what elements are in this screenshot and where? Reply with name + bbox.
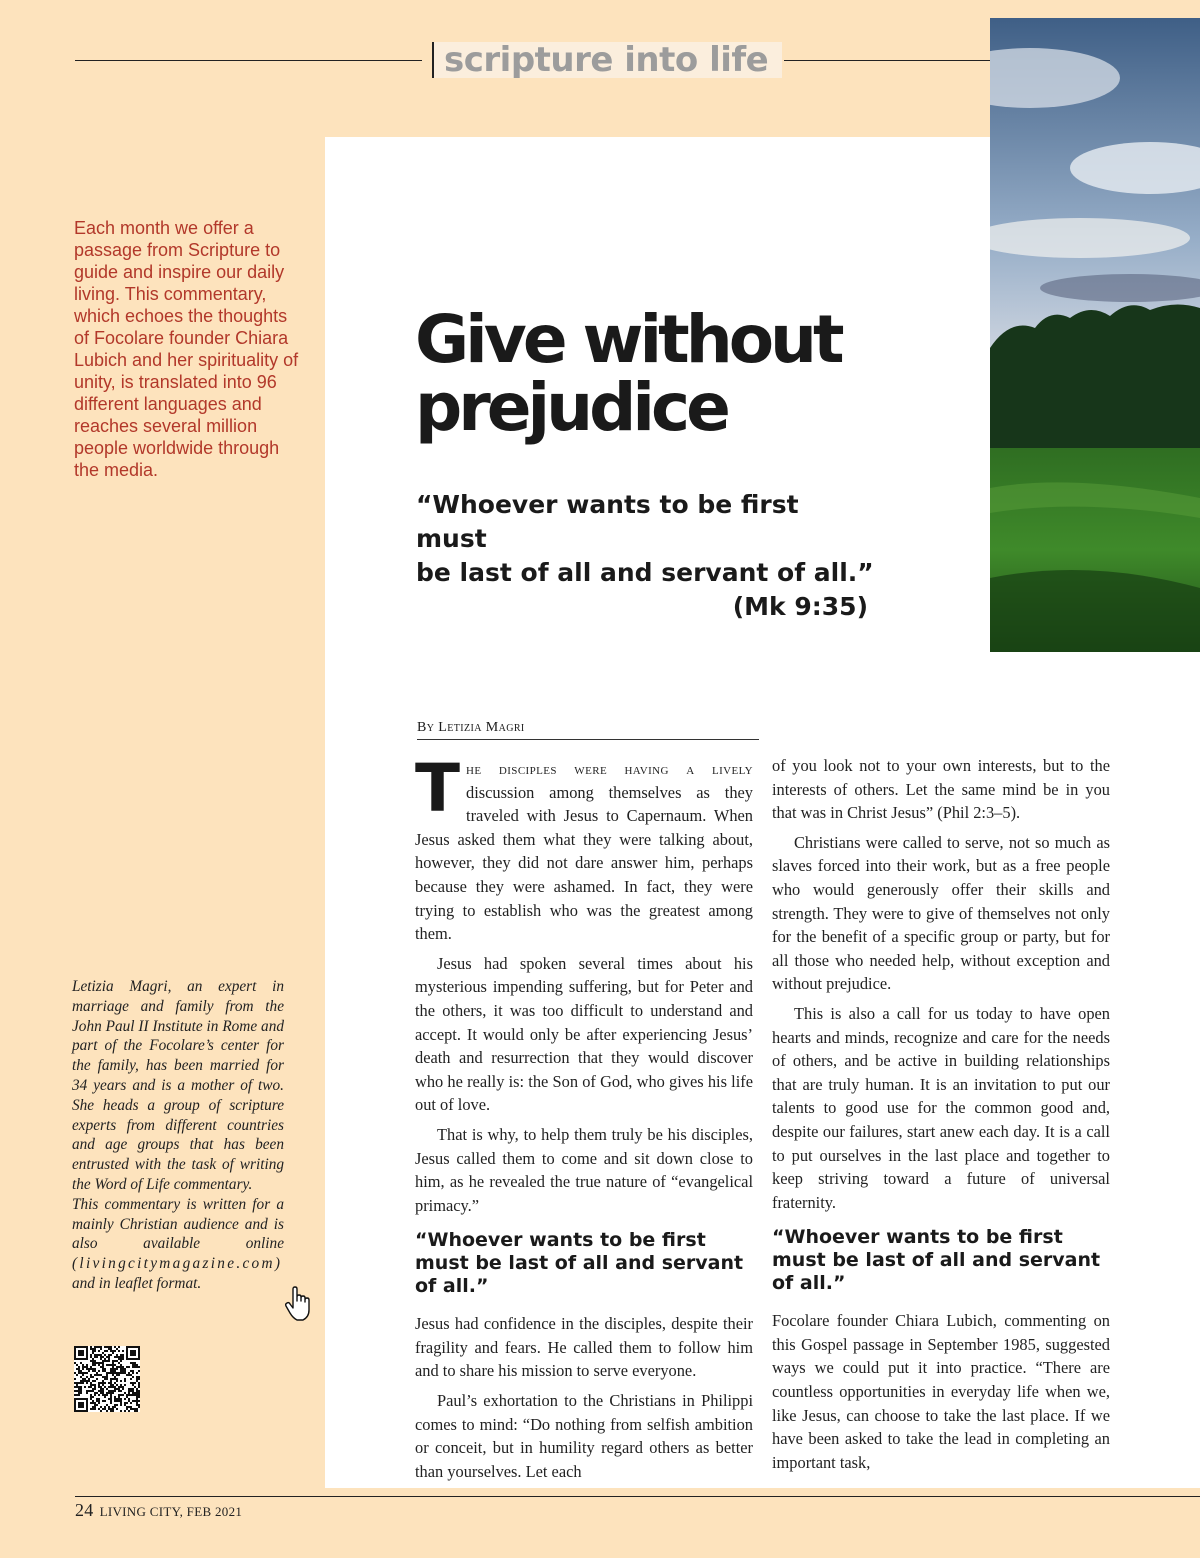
landscape-photo	[990, 18, 1200, 652]
page-number: 24	[75, 1500, 94, 1520]
intro-text: Each month we offer a passage from Scripture to guide and inspire our daily living. This commentary, which echoes the thoughts of Focolare founder Chiara Lubich and her spirituality of unity, is translated into 96 different languages and reaches several million people worldwide through the media.	[74, 218, 299, 480]
bio-paragraph-2	[72, 1195, 284, 1294]
article-column-1	[415, 750, 753, 1489]
article-paragraph	[415, 750, 753, 946]
header-rule-right	[784, 60, 990, 61]
section-title: scripture into life	[432, 42, 782, 78]
scripture-quote	[416, 488, 876, 624]
header-rule-left	[75, 60, 422, 61]
article-paragraph: of you look not to your own interests, but to the interests of others. Let the same mind be in you that was in Christ Jesus” (Phil 2:3–5).	[772, 756, 1110, 823]
headline-line-1: Give without	[415, 301, 841, 378]
article-paragraph: This is also a call for us today to have open hearts and minds, recognize and care for the needs of others, and be active in building relationships that are truly human. It is an invitation to put our talents to good use for the common good and, despite our failures, start anew each day. It is a call to put ourselves in the last place and together to keep striving toward a future of universal fraternity.	[772, 1003, 1110, 1212]
headline	[415, 301, 955, 446]
quote-line-2: be last of all and servant of all.”	[416, 558, 874, 587]
byline-author: Letizia Magri	[438, 720, 525, 735]
footer-rule	[75, 1496, 1200, 1497]
article-column-2	[772, 754, 1110, 1480]
drop-cap: T	[415, 750, 461, 827]
pull-quote: “Whoever wants to be first must be last of all and servant of all.”	[772, 1226, 1101, 1295]
lead-in: he disciples were having a lively	[466, 759, 753, 778]
bio-text-end: and in leaflet format.	[72, 1274, 202, 1292]
paragraph-text: discussion among themselves as they traveled with Jesus to Capernaum. When Jesus asked them what they were talking about, however, they did not dare answer him, perhaps because they were ashamed. In fact, they were trying to establish who was the greatest among them.	[415, 782, 753, 944]
page-footer	[75, 1500, 242, 1521]
website-link[interactable]: (livingcitymagazine.com)	[72, 1255, 283, 1273]
headline-line-2: prejudice	[415, 369, 727, 446]
qr-code-icon[interactable]	[74, 1346, 140, 1417]
bio-paragraph-1: Letizia Magri, an expert in marriage and family from the John Paul II Institute in Rome and part of the Focolare’s center for the family, has been married for 34 years and is a mother of two. She heads a group of scripture experts from different countries and age groups that has been entrusted with the task of writing the Word of Life commentary.	[72, 978, 284, 1193]
publication-name: LIVING CITY, FEB 2021	[99, 1504, 243, 1519]
article-paragraph: Focolare founder Chiara Lubich, commenting on this Gospel passage in September 1985, suggested ways we could put it into practice. “There are countless opportunities in everyday life when we, like Jesus, can choose to take the last place. If we have been asked to take the lead in completing an important task,	[772, 1311, 1110, 1472]
article-paragraph: Jesus had spoken several times about his mysterious impending suffering, but for Peter and the others, it was too difficult to understand and accept. It would only be after experiencing Jesus’ death and resurrection that they would discover who he really is: the Son of God, who gives his life out of love.	[415, 953, 753, 1115]
article-paragraph: Christians were called to serve, not so much as slaves forced into their work, but as a free people who would generously offer their skills and strength. They were to give of themselves not only for the benefit of a specific group or party, but for all those who needed help, without exception and without prejudice.	[772, 832, 1110, 994]
article-paragraph: Jesus had confidence in the disciples, despite their fragility and fears. He called them to follow him and to share his mission to serve everyone.	[415, 1314, 753, 1381]
byline-prefix: By	[417, 720, 439, 735]
quote-line-1: “Whoever wants to be first must	[416, 490, 799, 553]
author-bio	[72, 977, 284, 1294]
bio-text: This commentary is written for a mainly Christian audience and is also available online	[72, 1195, 284, 1253]
hand-pointer-icon	[284, 1286, 314, 1327]
pull-quote: “Whoever wants to be first must be last of all and servant of all.”	[415, 1229, 744, 1298]
article-paragraph: That is why, to help them truly be his disciples, Jesus called them to come and sit down close to him, as he revealed the true nature of “evangelical primacy.”	[415, 1124, 753, 1215]
article-paragraph: Paul’s exhortation to the Christians in Philippi comes to mind: “Do nothing from selfish ambition or conceit, but in humility regard others as better than yourselves. Let each	[415, 1391, 753, 1481]
byline	[417, 720, 759, 740]
quote-reference: (Mk 9:35)	[732, 592, 868, 621]
